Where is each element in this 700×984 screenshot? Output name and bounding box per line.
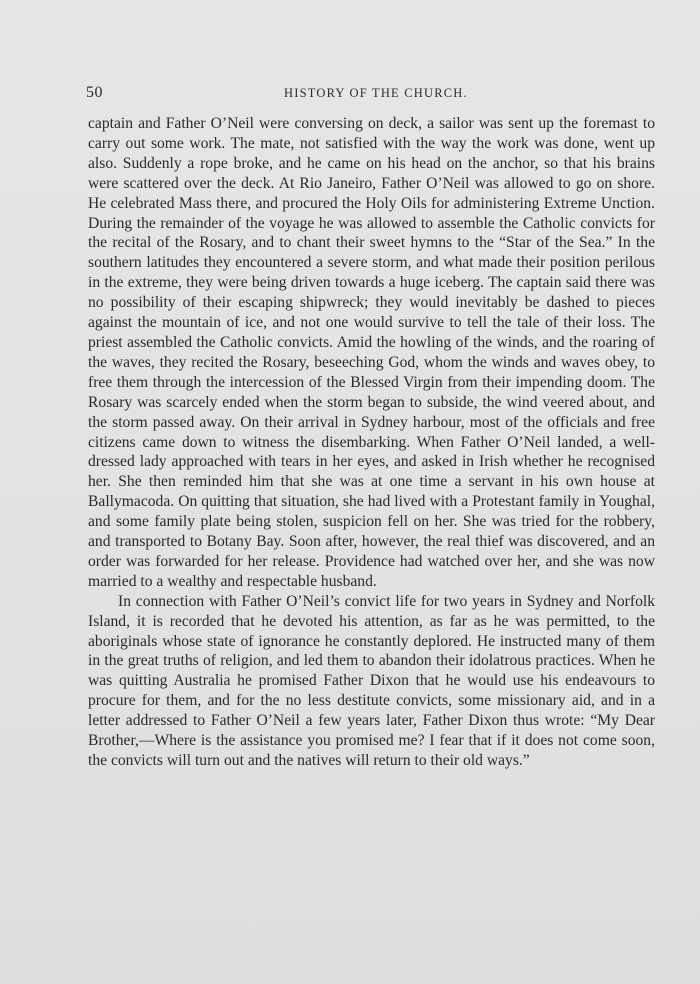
paragraph-1: captain and Father O’Neil were conversing on deck, a sailor was sent up the foremast to carry out some work. The mate, not satisfied with the way the work was done, went up also. Suddenly a rope broke, and he came on his head on the anchor, so that his brains were scattered over the deck. At Rio Janeiro, Father O’Neil was allowed to go on shore. He celebrated Mass there, and procured the Holy Oils for administering Extreme Unction. During the remainder of the voyage he was allowed to assemble the Catholic convicts for the recital of the Rosary, and to chant their sweet hymns to the “Star of the Sea.” In the southern latitudes they encountered a severe storm, and what made their position perilous in the extreme, they were being driven towards a huge iceberg. The captain said there was no possibility of their escaping shipwreck; they would inevitably be dashed to pieces against the mountain of ice, and not one would survive to tell the tale of their loss. The priest assembled the Catholic convicts. Amid the howling of the winds, and the roaring of the waves, they recited the Rosary, beseeching God, whom the winds and waves obey, to free them through the intercession of the Blessed Virgin from their impending doom. The Rosary was scarcely ended when the storm began to subside, the wind veered about, and the storm passed away. On their arrival in Sydney harbour, most of the officials and free citizens came down to witness the disembarking. When Father O’Neil landed, a well-dressed lady approached with tears in her eyes, and asked in Irish whether he recognised her. She then reminded him that she was at one time a servant in his own house at Ballymacoda. On quitting that situation, she had lived with a Protestant family in Youghal, and some family plate being stolen, suspicion fell on her. She was tried for the robbery, and transported to Botany Bay. Soon after, however, the real thief was discovered, and an order was forwarded for her release. Providence had watched over her, and she was now married to a wealthy and respectable husband.: [88, 115, 655, 590]
body-text: [88, 114, 655, 771]
page-number: 50: [86, 84, 103, 101]
page-header: [86, 84, 656, 104]
paragraph-2: In connection with Father O’Neil’s convict life for two years in Sydney and Norfolk Island, it is recorded that he devoted his attention, as far as he was permitted, to the aboriginals whose state of ignorance he constantly deplored. He instructed many of them in the great truths of religion, and led them to abandon their idolatrous practices. When he was quitting Australia he promised Father Dixon that he would use his endeavours to procure for them, and for the no less destitute convicts, some missionary aid, and in a letter addressed to Father O’Neil a few years later, Father Dixon thus wrote: “My Dear Brother,—Where is the assistance you promised me? I fear that if it does not come soon, the convicts will turn out and the natives will return to their old ways.”: [88, 592, 655, 769]
running-head: HISTORY OF THE CHURCH.: [284, 86, 468, 100]
